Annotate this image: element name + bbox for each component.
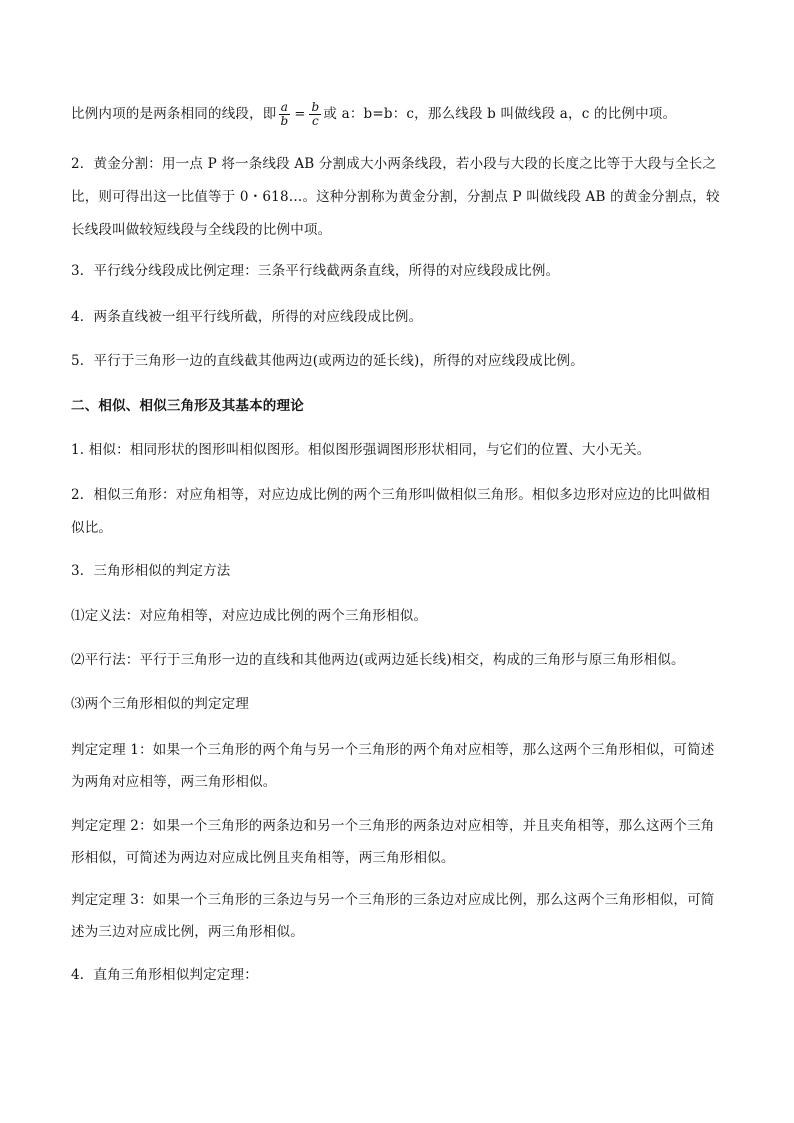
- paragraph-two-lines-cut: 4．两条直线被一组平行线所截，所得的对应线段成比例。: [71, 309, 423, 325]
- paragraph-golden-section: 2．黄金分割：用一点 P 将一条线段 AB 分割成大小两条线段，若小段与大段的长度之比等于大段与全长之比，则可得出这一比值等于 0・618…。这种分割称为黄金分割，分割点 P 叫做线段 AB 的黄金分割点，较长线段叫做较短线段与全线段的比例中项。: [71, 156, 720, 238]
- equals-sign: =: [294, 107, 306, 122]
- paragraph-judgement-theorems: ⑶两个三角形相似的判定定理: [71, 696, 250, 712]
- paragraph-theorem-2: 判定定理 2：如果一个三角形的两条边和另一个三角形的两条边对应相等，并且夹角相等，那么这两个三角形相似，可简述为两边对应成比例且夹角相等，两三角形相似。: [71, 818, 715, 866]
- paragraph-parallel-lines-theorem: 3．平行线分线段成比例定理：三条平行线截两条直线，所得的对应线段成比例。: [71, 263, 560, 279]
- paragraph-similarity-definition: 1. 相似：相同形状的图形叫相似图形。相似图形强调图形形状相同，与它们的位置、大小无关。: [71, 442, 651, 458]
- text-proportional-mean-pre: 比例内项的是两条相同的线段，即: [71, 106, 277, 122]
- paragraph-proportional-mean: [71, 98, 723, 131]
- paragraph-parallel-to-side: 5．平行于三角形一边的直线截其他两边(或两边的延长线)，所得的对应线段成比例。: [71, 353, 584, 369]
- section-heading-similarity: 二、相似、相似三角形及其基本的理论: [71, 398, 304, 414]
- paragraph-theorem-3: 判定定理 3：如果一个三角形的三条边与另一个三角形的三条边对应成比例，那么这两个三角形相似，可简述为三边对应成比例，两三角形相似。: [71, 892, 715, 940]
- fraction-numerator: b: [311, 100, 320, 114]
- paragraph-judgement-methods: 3．三角形相似的判定方法: [71, 563, 231, 579]
- paragraph-parallel-method: ⑵平行法：平行于三角形一边的直线和其他两边(或两边延长线)相交，构成的三角形与原三角形相似。: [71, 652, 685, 668]
- paragraph-right-triangle-theorem: 4．直角三角形相似判定定理：: [71, 967, 258, 983]
- fraction-b-over-c: [309, 101, 321, 128]
- fraction-a-over-b: [279, 101, 291, 128]
- fraction-denominator: c: [311, 114, 319, 128]
- paragraph-theorem-1: 判定定理 1：如果一个三角形的两个角与另一个三角形的两个角对应相等，那么这两个三角形相似，可简述为两角对应相等，两三角形相似。: [71, 742, 715, 790]
- text-proportional-mean-post: 或 a：b=b：c，那么线段 b 叫做线段 a，c 的比例中项。: [323, 106, 677, 122]
- paragraph-definition-method: ⑴定义法：对应角相等，对应边成比例的两个三角形相似。: [71, 608, 428, 624]
- fraction-numerator: a: [279, 101, 291, 115]
- paragraph-similar-triangles: 2．相似三角形：对应角相等，对应边成比例的两个三角形叫做相似三角形。相似多边形对应边的比叫做相似比。: [71, 487, 710, 536]
- fraction-denominator: b: [280, 114, 289, 128]
